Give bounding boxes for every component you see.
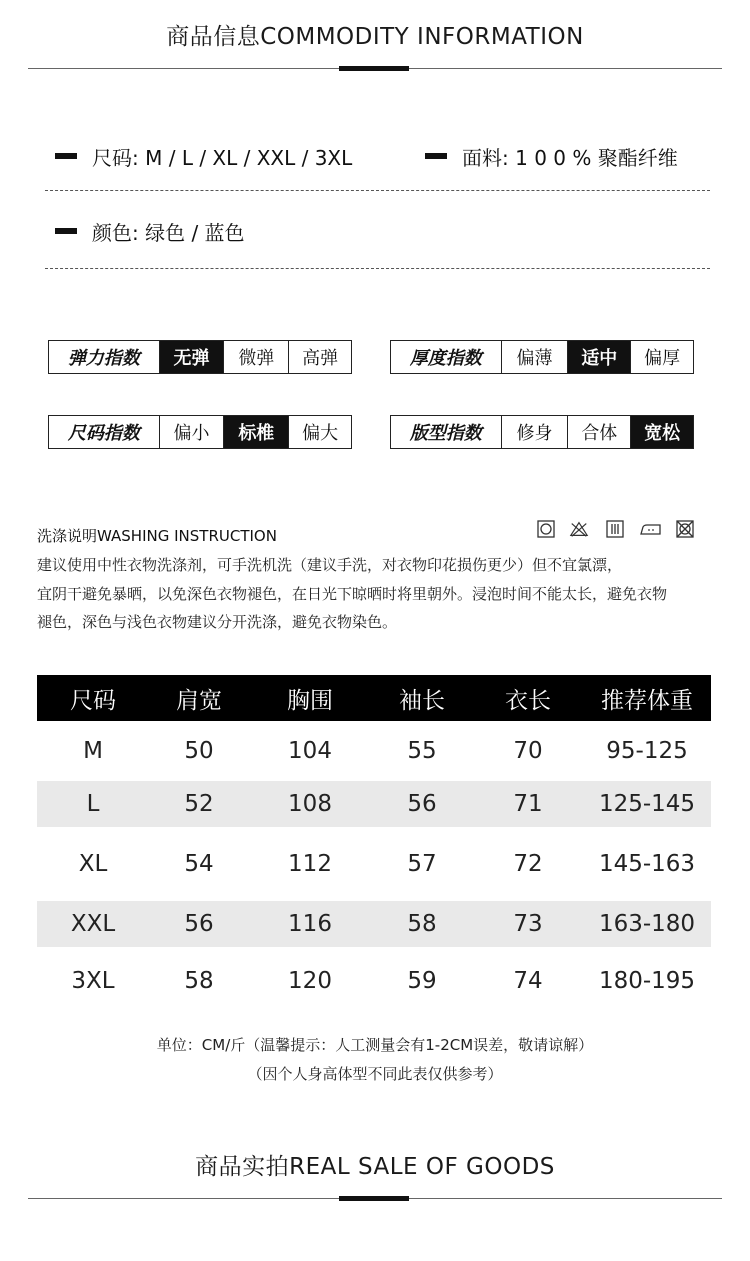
header-shoulder: 肩宽 [149, 675, 249, 721]
divider-accent [339, 1196, 409, 1201]
table-cell: XXL [37, 901, 149, 947]
table-cell: 3XL [71, 968, 115, 994]
fabric-attribute [462, 142, 678, 171]
table-cell: 120 [288, 968, 332, 994]
index-option: 标椎 [224, 416, 289, 448]
tumble-dry-icon [536, 519, 556, 539]
washing-text-line: 建议使用中性衣物洗涤剂，可手洗机洗（建议手洗，对衣物印花损伤更少）但不宜氯漂， [37, 556, 623, 574]
washing-text-line: 褪色，深色与浅色衣物建议分开洗涤，避免衣物染色。 [37, 613, 398, 631]
table-cell: 104 [288, 738, 332, 764]
reference-note: （因个人身高体型不同此表仅供参考） [247, 1065, 503, 1083]
header-chest: 胸围 [249, 675, 371, 721]
table-cell: 71 [473, 781, 583, 827]
table-cell: L [37, 781, 149, 827]
header-length: 衣长 [473, 675, 583, 721]
index-label: 弹力指数 [49, 341, 160, 373]
table-cell: 108 [249, 781, 371, 827]
index-option: 偏大 [302, 423, 339, 444]
table-cell: 70 [513, 738, 543, 764]
table-cell: 116 [249, 901, 371, 947]
divider-accent [339, 66, 409, 71]
index-option: 偏厚 [644, 348, 681, 369]
size-attribute [92, 142, 352, 171]
table-cell: 58 [371, 901, 473, 947]
real-sale-section-title: 商品实拍REAL SALE OF GOODS [195, 1154, 555, 1180]
dashed-divider [45, 268, 710, 269]
commodity-section-title: 商品信息COMMODITY INFORMATION [166, 24, 584, 50]
no-bleach-icon [569, 519, 589, 539]
table-cell: 52 [149, 781, 249, 827]
fabric-label: 面料: [462, 146, 509, 170]
table-cell: XL [78, 851, 108, 877]
table-cell: 50 [184, 738, 214, 764]
header-sleeve: 袖长 [371, 675, 473, 721]
size-table [37, 675, 711, 1015]
table-cell: M [83, 738, 103, 764]
table-cell: 112 [288, 851, 332, 877]
index-option: 高弹 [302, 348, 339, 369]
table-cell: 74 [513, 968, 543, 994]
washing-text-line: 宜阴干避免暴晒，以免深色衣物褪色，在日光下晾晒时将里朝外。浸泡时间不能太长，避免衣物 [37, 585, 668, 603]
table-cell: 145-163 [598, 851, 696, 877]
table-cell: 73 [473, 901, 583, 947]
index-label: 厚度指数 [391, 341, 502, 373]
fit-index [390, 415, 694, 449]
thickness-index [390, 340, 694, 374]
fabric-value: 1 0 0 % 聚酯纤维 [515, 146, 678, 170]
color-label: 颜色: [92, 221, 139, 245]
index-option: 修身 [502, 416, 569, 448]
table-cell: 163-180 [583, 901, 711, 947]
size-index [48, 415, 352, 449]
table-cell: 95-125 [606, 738, 688, 764]
bullet-bar [425, 153, 447, 159]
no-dry-clean-icon [675, 519, 695, 539]
table-cell: 59 [407, 968, 437, 994]
dashed-divider [45, 190, 710, 191]
table-cell: 72 [513, 851, 543, 877]
index-option: 合体 [568, 416, 631, 448]
unit-note: 单位：CM/斤（温馨提示：人工测量会有1-2CM误差，敬请谅解） [156, 1036, 594, 1054]
index-option: 偏小 [160, 416, 225, 448]
table-header-row [37, 675, 711, 721]
size-label: 尺码: [92, 146, 139, 170]
bullet-bar [55, 153, 77, 159]
index-option: 偏薄 [502, 341, 569, 373]
index-option: 适中 [568, 341, 631, 373]
table-cell: 125-145 [583, 781, 711, 827]
table-row [37, 827, 711, 901]
table-row [37, 901, 711, 947]
iron-icon [638, 519, 664, 539]
table-cell: 57 [407, 851, 437, 877]
index-option: 无弹 [160, 341, 225, 373]
index-option: 微弹 [224, 341, 289, 373]
table-cell: 180-195 [598, 968, 696, 994]
color-attribute [92, 217, 245, 246]
table-cell: 56 [371, 781, 473, 827]
index-option: 宽松 [631, 416, 693, 448]
washing-title: 洗涤说明WASHING INSTRUCTION [37, 527, 277, 545]
header-weight: 推荐体重 [583, 675, 711, 721]
table-cell: 54 [184, 851, 214, 877]
table-cell: 58 [184, 968, 214, 994]
table-row [37, 781, 711, 827]
dry-flat-icon [605, 519, 625, 539]
size-value: M / L / XL / XXL / 3XL [145, 146, 353, 170]
table-cell: 56 [149, 901, 249, 947]
table-row [37, 947, 711, 1015]
bullet-bar [55, 228, 77, 234]
header-size: 尺码 [37, 675, 149, 721]
index-label: 版型指数 [391, 416, 502, 448]
index-label: 尺码指数 [49, 416, 160, 448]
table-row [37, 721, 711, 781]
table-cell: 55 [407, 738, 437, 764]
elasticity-index [48, 340, 352, 374]
color-value: 绿色 / 蓝色 [145, 221, 245, 245]
